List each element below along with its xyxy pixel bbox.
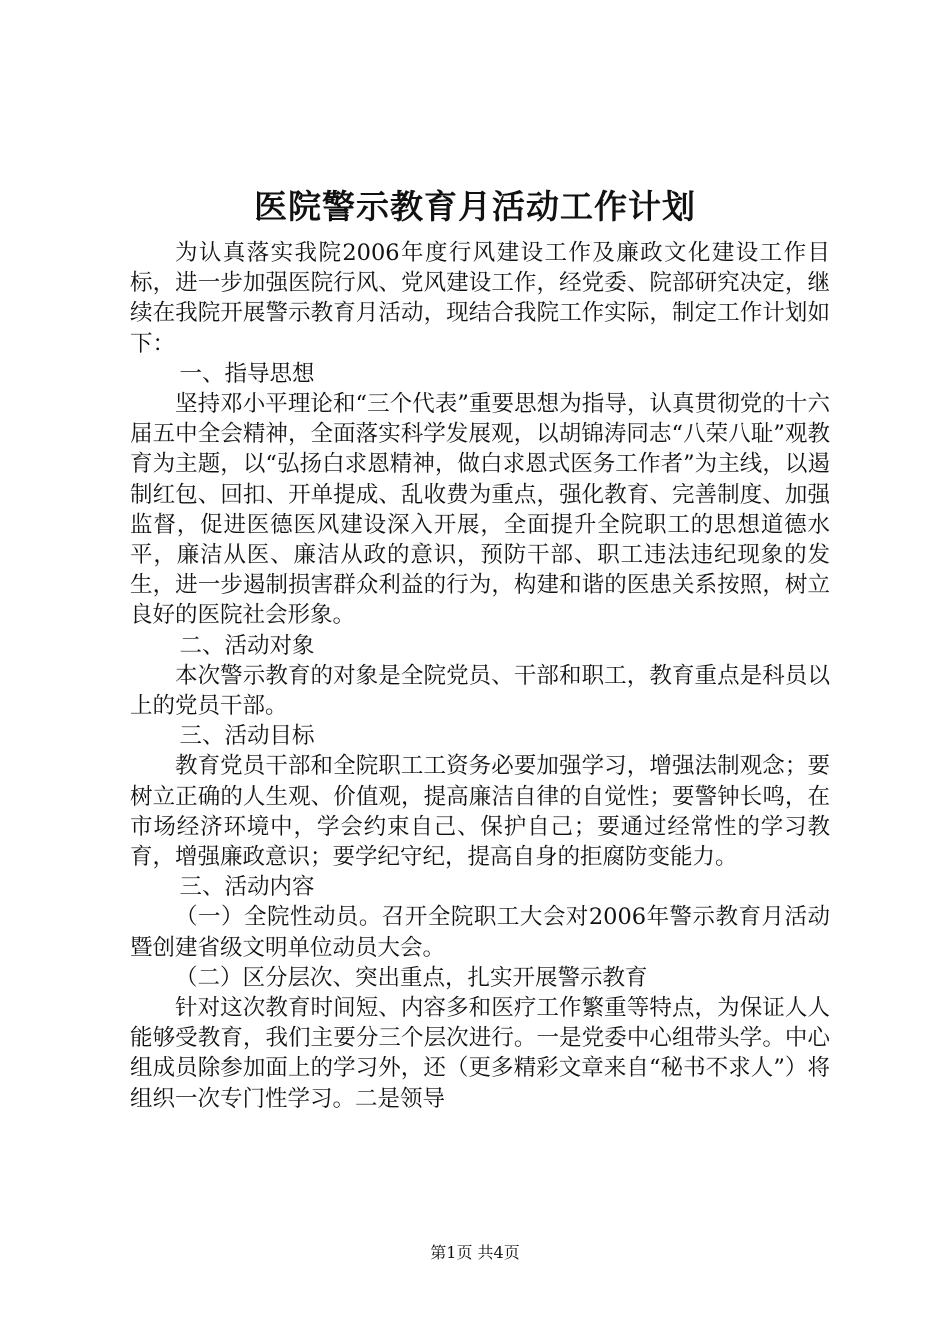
paragraph-target-audience: 本次警示教育的对象是全院党员、干部和职工，教育重点是科员以上的党员干部。 xyxy=(130,662,830,720)
section-heading-activity-goals: 三、活动目标 xyxy=(179,723,315,750)
section-heading-activity-content: 三、活动内容 xyxy=(179,874,315,901)
paragraph-intro: 为认真落实我院2006年度行风建设工作及廉政文化建设工作目标，进一步加强医院行风、党风建设工作，经党委、院部研究决定，继续在我院开展警示教育月活动，现结合我院工作实际，制定工作计划如下： xyxy=(130,240,830,357)
page-number: 第1页 共4页 xyxy=(430,1243,520,1262)
section-heading-target-audience: 二、活动对象 xyxy=(179,632,315,659)
section-heading-guiding-ideology: 一、指导思想 xyxy=(179,360,315,387)
paragraph-activity-goals: 教育党员干部和全院职工工资务必要加强学习，增强法制观念；要树立正确的人生观、价值观，提高廉洁自律的自觉性；要警钟长鸣，在市场经济环境中，学会约束自己、保护自己；要通过经常性的学习教育，增强廉政意识；要学纪守纪，提高自身的拒腐防变能力。 xyxy=(130,753,830,871)
document-title: 医院警示教育月活动工作计划 xyxy=(254,187,696,226)
paragraph-mobilization: （一）全院性动员。召开全院职工大会对2006年警示教育月活动暨创建省级文明单位动员大会。 xyxy=(130,904,830,961)
paragraph-levels-detail: 针对这次教育时间短、内容多和医疗工作繁重等特点，为保证人人能够受教育，我们主要分三个层次进行。一是党委中心组带头学。中心组成员除参加面上的学习外，还（更多精彩文章来自“秘书不求人”）将组织一次专门性学习。二是领导 xyxy=(130,995,830,1112)
paragraph-guiding-ideology: 坚持邓小平理论和“三个代表”重要思想为指导，认真贯彻党的十六届五中全会精神，全面落实科学发展观，以胡锦涛同志“八荣八耻”观教育为主题，以“弘扬白求恩精神，做白求恩式医务工作者”为主线，以遏制红包、回扣、开单提成、乱收费为重点，强化教育、完善制度、加强监督，促进医德医风建设深入开展，全面提升全院职工的思想道德水平，廉洁从医、廉洁从政的意识，预防干部、职工违法违纪现象的发生，进一步遏制损害群众利益的行为，构建和谐的医患关系按照，树立良好的医院社会形象。 xyxy=(130,391,830,629)
paragraph-subheading-levels: （二）区分层次、突出重点，扎实开展警示教育 xyxy=(175,964,648,991)
document-body xyxy=(130,238,830,1114)
